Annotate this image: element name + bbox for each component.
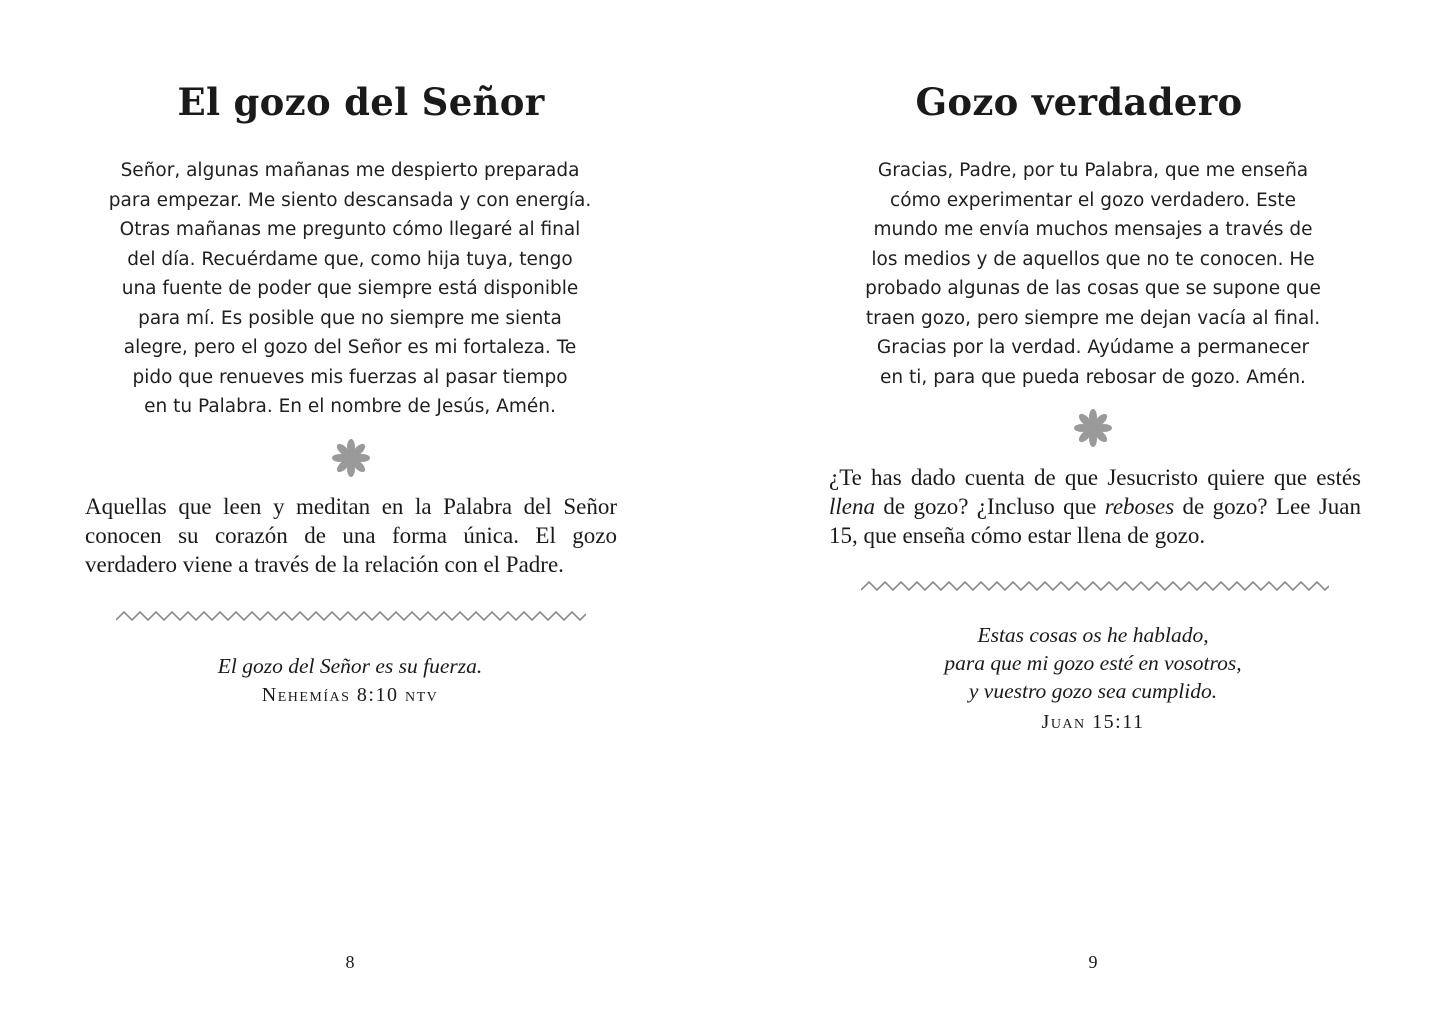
prayer-line: Señor, algunas mañanas me despierto preparada	[120, 160, 580, 181]
scripture-reference: Juan 15:11	[1041, 711, 1145, 733]
scripture-reference: Nehemías 8:10 ntv	[261, 684, 439, 706]
reflection-line: verdadero viene a través de la relación con el Padre.	[85, 552, 564, 577]
page-number: 9	[1088, 952, 1098, 972]
prayer-line: para mí. Es posible que no siempre me sienta	[138, 307, 562, 329]
emphasis: llena	[829, 494, 875, 519]
prayer-line: Otras mañanas me pregunto cómo llegaré al final	[119, 219, 581, 240]
prayer-line: en tu Palabra. En el nombre de Jesús, Amén.	[144, 396, 556, 417]
prayer-text	[813, 156, 1373, 392]
prayer-line: mundo me envía muchos mensajes a través de	[873, 219, 1313, 240]
prayer-line: una fuente de poder que siempre está disponible	[121, 278, 579, 299]
reflection-text	[829, 463, 1361, 550]
prayer-line: los medios y de aquellos que no te conocen. He	[871, 248, 1315, 270]
reflection-line	[829, 492, 1361, 521]
prayer-line: cómo experimentar el gozo verdadero. Este	[890, 189, 1296, 211]
zigzag-divider	[116, 608, 586, 624]
flower-ornament-icon	[331, 438, 371, 478]
prayer-line: probado algunas de las cosas que se supone que	[865, 278, 1321, 299]
emphasis: reboses	[1104, 494, 1175, 519]
prayer-line: alegre, pero el gozo del Señor es mi fortaleza. Te	[123, 337, 577, 358]
prayer-line: Gracias, Padre, por tu Palabra, que me enseña	[877, 160, 1309, 181]
prayer-line: pido que renueves mis fuerzas al pasar tiempo	[132, 366, 568, 388]
reflection-fragment: de gozo? ¿Incluso que	[875, 494, 1105, 519]
reflection-line: 15, que enseña cómo estar llena de gozo.	[829, 523, 1206, 548]
reflection-line: Aquellas que leen y meditan en la Palabra del Señor	[85, 494, 617, 519]
left-page	[0, 0, 722, 1020]
prayer-line: para empezar. Me siento descansada y con energía.	[108, 189, 592, 211]
prayer-line: Gracias por la verdad. Ayúdame a permanecer	[876, 337, 1310, 358]
right-page	[723, 0, 1445, 1020]
zigzag-divider	[861, 578, 1329, 594]
verse-line: Estas cosas os he hablado,	[977, 623, 1209, 647]
verse-line: El gozo del Señor es su fuerza.	[217, 654, 483, 678]
verse-line: y vuestro gozo sea cumplido.	[968, 679, 1218, 703]
reflection-text	[85, 492, 617, 579]
page-title: El gozo del Señor	[177, 80, 545, 124]
scripture-verse	[0, 652, 700, 680]
page-number: 8	[345, 952, 355, 972]
scripture-verse	[743, 621, 1443, 705]
reflection-line: ¿Te has dado cuenta de que Jesucristo quiere que estés	[829, 465, 1361, 490]
prayer-line: traen gozo, pero siempre me dejan vacía al final.	[865, 307, 1321, 329]
prayer-line: del día. Recuérdame que, como hija tuya, tengo	[127, 248, 573, 270]
prayer-text	[60, 156, 640, 422]
reflection-fragment: de gozo? Lee Juan	[1174, 494, 1361, 519]
verse-line: para que mi gozo esté en vosotros,	[944, 651, 1242, 675]
page-title: Gozo verdadero	[915, 80, 1243, 124]
flower-ornament-icon	[1073, 408, 1113, 448]
reflection-line: conocen su corazón de una forma única. El gozo	[85, 523, 617, 548]
prayer-line: en ti, para que pueda rebosar de gozo. Amén.	[880, 366, 1306, 388]
